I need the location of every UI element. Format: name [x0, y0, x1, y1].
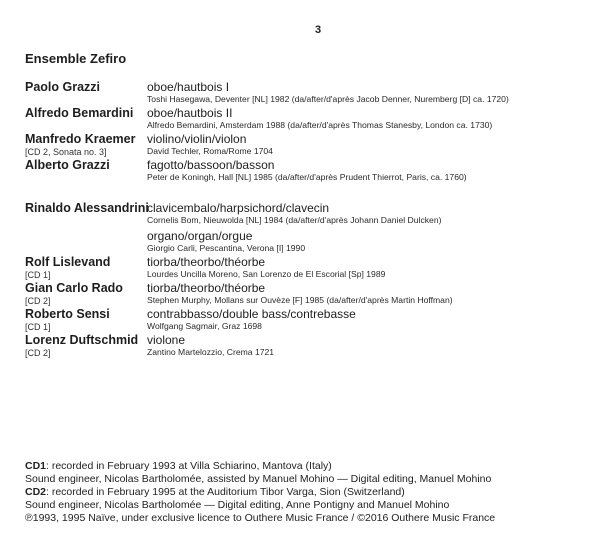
cd1-recording-line — [25, 460, 495, 473]
instrument-maker: Stephen Murphy, Mollans sur Ouvèze [F] 1985 (da/after/d'après Martin Hoffman) — [147, 295, 453, 305]
musician-note: [CD 1] — [25, 322, 51, 332]
musician-entry — [25, 80, 585, 106]
musician-name: Rolf Lislevand — [25, 255, 111, 269]
instrument: tiorba/theorbo/théorbe — [147, 255, 266, 269]
musician-entry — [25, 132, 585, 158]
musician-name: Manfredo Kraemer — [25, 132, 136, 146]
instrument: oboe/hautbois II — [147, 106, 233, 120]
recording-credits — [25, 460, 495, 525]
cd2-engineer: Sound engineer, Nicolas Bartholomée — Digital editing, Anne Pontigny and Manuel Mohino — [25, 499, 450, 512]
instrument-maker: Alfredo Bemardini, Amsterdam 1988 (da/after/d'après Thomas Stanesby, London ca. 1730) — [147, 120, 493, 130]
musician-entry — [25, 307, 585, 333]
musician-note: [CD 2] — [25, 296, 51, 306]
musician-name: Roberto Sensi — [25, 307, 110, 321]
cd2-recording-line — [25, 486, 495, 499]
ensemble-title: Ensemble Zefiro — [25, 51, 127, 66]
musician-entry — [25, 201, 585, 255]
musician-entry — [25, 255, 585, 281]
musician-name: Alfredo Bemardini — [25, 106, 134, 120]
musician-name: Paolo Grazzi — [25, 80, 101, 94]
instrument-maker: Wolfgang Sagmair, Graz 1698 — [147, 321, 262, 331]
musician-name: Alberto Grazzi — [25, 158, 110, 172]
instrument-maker: Cornelis Bom, Nieuwolda [NL] 1984 (da/after/d'après Johann Daniel Dulcken) — [147, 215, 442, 225]
section-gap — [25, 184, 585, 201]
cd1-engineer: Sound engineer, Nicolas Bartholomée, assisted by Manuel Mohino — Digital editing, Manuel Mohino — [25, 473, 492, 486]
cd2-recording: : recorded in February 1995 at the Auditorium Tibor Varga, Sion (Switzerland) — [46, 486, 405, 499]
instrument: fagotto/bassoon/basson — [147, 158, 275, 172]
musician-entry — [25, 281, 585, 307]
instrument: violone — [147, 333, 186, 347]
instrument: violino/violin/violon — [147, 132, 247, 146]
musician-name: Lorenz Duftschmid — [25, 333, 139, 347]
cd1-label: CD1 — [25, 460, 47, 472]
instrument: contrabbasso/double bass/contrebasse — [147, 307, 356, 321]
instrument-maker: David Techler, Roma/Rome 1704 — [147, 146, 273, 156]
instrument: oboe/hautbois I — [147, 80, 230, 94]
musician-note: [CD 1] — [25, 270, 51, 280]
instrument: clavicembalo/harpsichord/clavecin — [147, 201, 330, 215]
instrument-maker: Peter de Koningh, Hall [NL] 1985 (da/after/d'après Prudent Thierrot, Paris, ca. 1760) — [147, 172, 467, 182]
musician-entry — [25, 333, 585, 359]
musician-name: Gian Carlo Rado — [25, 281, 123, 295]
instrument-maker: Giorgio Carli, Pescantina, Verona [I] 1990 — [147, 243, 306, 253]
musician-name: Rinaldo Alessandrini — [25, 201, 149, 215]
musician-entry — [25, 106, 585, 132]
cd1-recording: : recorded in February 1993 at Villa Schiarino, Mantova (Italy) — [46, 460, 332, 472]
instrument-maker: Toshi Hasegawa, Deventer [NL] 1982 (da/after/d'après Jacob Denner, Nuremberg [D] ca. 1720) — [147, 94, 509, 104]
instrument: organo/organ/orgue — [147, 229, 253, 243]
instrument-maker: Lourdes Uncilla Moreno, San Lorenzo de El Escorial [Sp] 1989 — [147, 269, 386, 279]
musician-roster — [25, 80, 585, 359]
page-number: 3 — [314, 24, 322, 36]
copyright: ℗1993, 1995 Naïve, under exclusive licence to Outhere Music France / ©2016 Outhere Music France — [25, 512, 496, 525]
musician-note: [CD 2] — [25, 348, 51, 358]
cd2-label: CD2 — [25, 486, 47, 499]
instrument-maker: Zantino Martelozzio, Crema 1721 — [147, 347, 275, 357]
instrument: tiorba/theorbo/théorbe — [147, 281, 266, 295]
musician-note: [CD 2, Sonata no. 3] — [25, 147, 107, 157]
musician-entry — [25, 158, 585, 184]
